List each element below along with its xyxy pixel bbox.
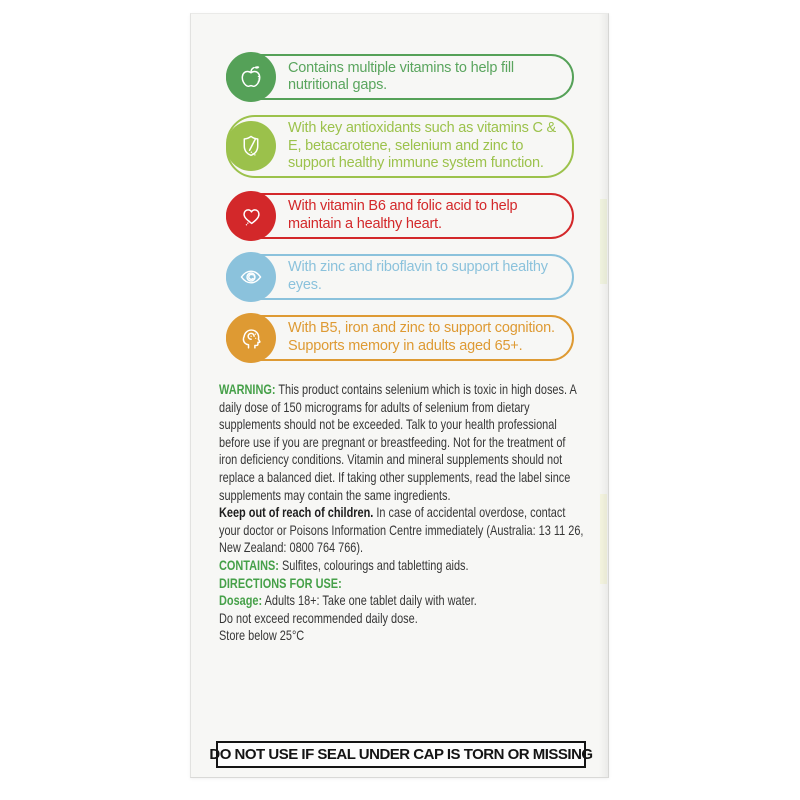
children-warning-paragraph bbox=[219, 504, 586, 557]
dosage-label: Dosage: bbox=[219, 592, 263, 609]
benefit-pill-cognition bbox=[226, 315, 574, 361]
dosage-text: Adults 18+: Take one tablet daily with water. bbox=[264, 592, 477, 609]
children-warning-label: Keep out of reach of children. bbox=[219, 504, 374, 521]
contains-label: CONTAINS: bbox=[219, 556, 279, 573]
storage-note: Store below 25°C bbox=[219, 627, 305, 644]
children-warning-text: In case of accidental overdose, contact your doctor or Poisons Information Centre immediately (Australia: 13 11 26, New Zealand: 0800 764 766). bbox=[219, 504, 584, 556]
benefit-pill-heart bbox=[226, 193, 574, 239]
benefit-text-cognition: With B5, iron and zinc to support cognition. Supports memory in adults aged 65+. bbox=[288, 320, 555, 354]
eye-icon bbox=[226, 252, 276, 302]
benefit-text-heart: With vitamin B6 and folic acid to help maintain a healthy heart. bbox=[288, 198, 518, 232]
heart-icon bbox=[226, 191, 276, 241]
directions-heading: DIRECTIONS FOR USE: bbox=[219, 574, 342, 591]
warning-label: WARNING: bbox=[219, 381, 276, 397]
benefit-text-immunity: With key antioxidants such as vitamins C & E, betacarotene, selenium and zinc to support healthy immune system function. bbox=[288, 120, 557, 171]
warning-text: This product contains selenium which is toxic in high doses. A daily dose of 150 micrograms for adults of selenium from dietary supplements should not be exceeded. Talk to your health professional before use if you are pregnant or breastfeeding. Not for the treatment of iron deficiency conditions. Vitamin and mineral supplements should not replace a balanced diet. If taking other supplements, read the label since supplements may contain the same ingredients. bbox=[219, 381, 577, 503]
benefit-pill-eyes bbox=[226, 254, 574, 300]
warning-paragraph bbox=[219, 381, 586, 504]
benefit-text-nutrition: Contains multiple vitamins to help fill nutritional gaps. bbox=[288, 59, 514, 93]
contains-paragraph bbox=[219, 557, 586, 575]
apple-icon bbox=[226, 52, 276, 102]
benefit-pill-immunity bbox=[226, 115, 574, 178]
seal-warning-text: DO NOT USE IF SEAL UNDER CAP IS TORN OR MISSING bbox=[209, 746, 593, 763]
box-edge-tint bbox=[600, 199, 607, 284]
benefit-pill-nutrition bbox=[226, 54, 574, 100]
dosage-paragraph bbox=[219, 592, 586, 610]
seal-warning-box bbox=[209, 741, 593, 768]
contains-text: Sulfites, colourings and tabletting aids. bbox=[281, 556, 469, 573]
shield-icon bbox=[226, 121, 276, 171]
label-information-text bbox=[219, 381, 586, 645]
head-icon bbox=[226, 313, 276, 363]
product-box-back-panel bbox=[190, 13, 609, 778]
benefit-callout-list bbox=[226, 54, 574, 361]
box-edge-tint bbox=[600, 494, 607, 584]
benefit-text-eyes: With zinc and riboflavin to support healthy eyes. bbox=[288, 259, 548, 293]
box-edge-shadow bbox=[599, 14, 608, 777]
dose-note: Do not exceed recommended daily dose. bbox=[219, 609, 418, 626]
